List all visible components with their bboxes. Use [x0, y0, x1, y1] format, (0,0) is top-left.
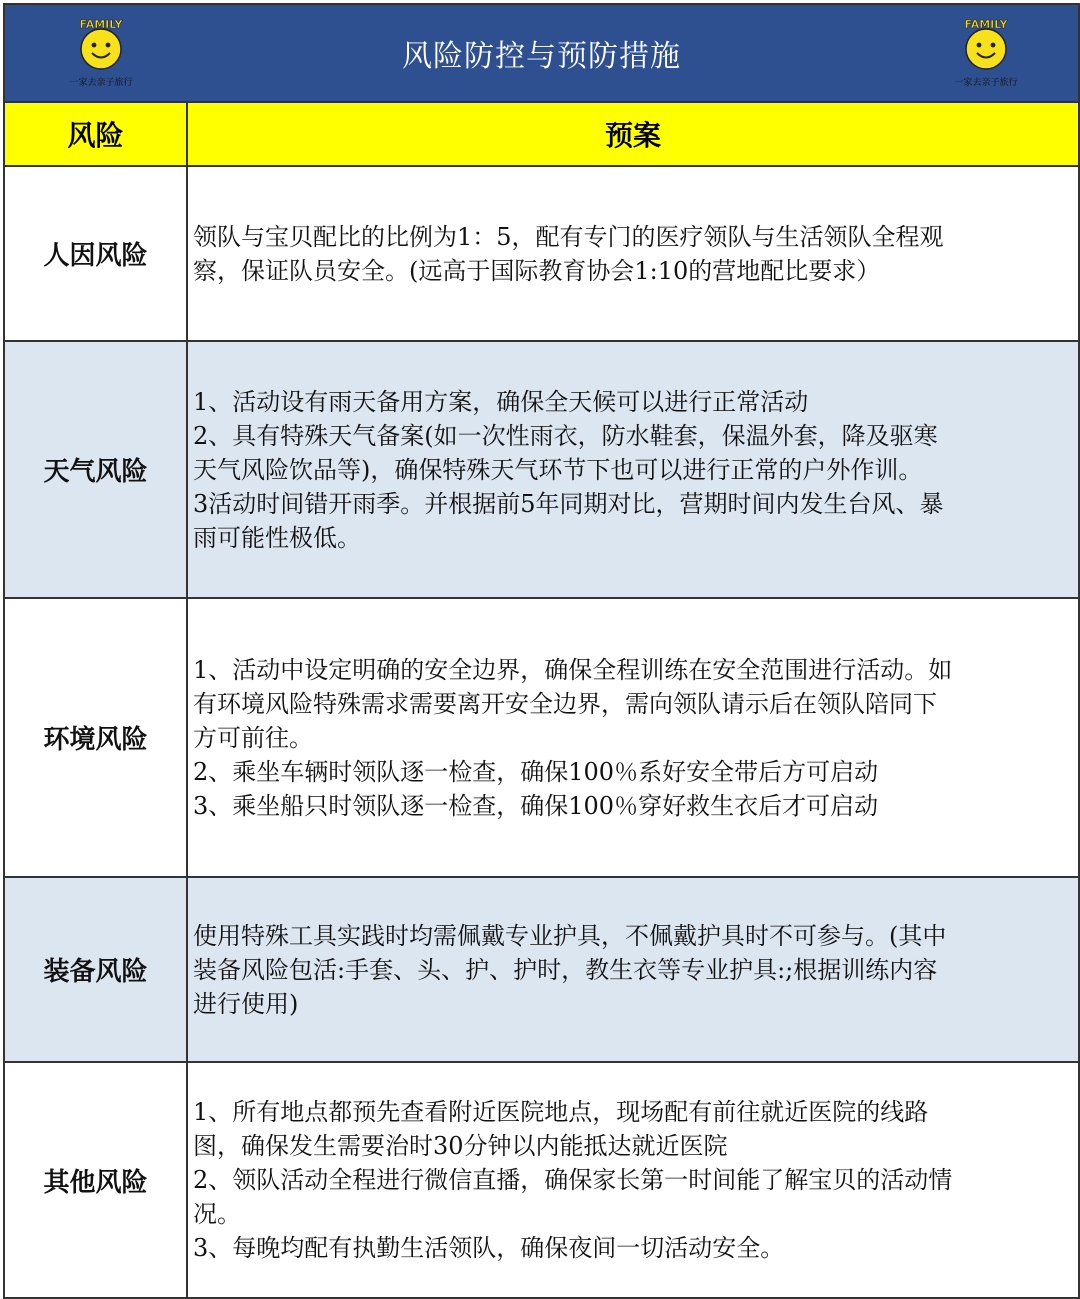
plan-line: 装备风险包活:手套、头、护、护时，教生衣等专业护具:;根据训练内容	[193, 955, 938, 984]
logo-caption: 一家去亲子旅行	[69, 78, 133, 88]
family-logo-right	[940, 15, 1032, 91]
plan-line: 2、具有特殊天气备案(如一次性雨衣，防水鞋套，保温外套，降及驱寒	[193, 421, 938, 450]
plan-line: 领队与宝贝配比的比例为1：5，配有专门的医疗领队与生活领队全程观	[193, 222, 944, 251]
risk-name: 环境风险	[4, 598, 187, 877]
table-row	[4, 598, 1079, 877]
page-title: 风险防控与预防措施	[402, 39, 681, 74]
plan-cell	[187, 877, 1079, 1062]
family-logo-left	[55, 15, 147, 91]
table-row	[4, 1062, 1079, 1298]
plan-line: 1、活动设有雨天备用方案，确保全天候可以进行正常活动	[193, 387, 809, 416]
plan-line: 1、活动中设定明确的安全边界，确保全程训练在安全范围进行活动。如	[193, 655, 953, 684]
table-row	[4, 877, 1079, 1062]
plan-line: 况。	[193, 1200, 241, 1228]
logo-word: FAMILY	[964, 18, 1008, 31]
risk-table	[3, 3, 1080, 1299]
logo-word: FAMILY	[79, 18, 123, 31]
header-plan: 预案	[187, 102, 1079, 166]
risk-name: 人因风险	[4, 166, 187, 341]
risk-name: 天气风险	[4, 341, 187, 598]
risk-name: 装备风险	[4, 877, 187, 1062]
title-row	[4, 4, 1079, 102]
plan-line: 3活动时间错开雨季。并根据前5年同期对比，营期时间内发生台风、暴	[193, 489, 944, 518]
plan-line: 3、乘坐船只时领队逐一检查，确保100％穿好救生衣后才可启动	[193, 791, 879, 820]
plan-line: 2、领队活动全程进行微信直播，确保家长第一时间能了解宝贝的活动情	[193, 1166, 953, 1194]
plan-line: 有环境风险特殊需求需要离开安全边界，需向领队请示后在领队陪同下	[193, 689, 937, 718]
plan-line: 天气风险饮品等)，确保特殊天气环节下也可以进行正常的户外作训。	[193, 455, 923, 484]
risk-name: 其他风险	[4, 1062, 187, 1298]
plan-cell	[187, 341, 1079, 598]
title-cell	[4, 4, 1079, 102]
plan-line: 使用特殊工具实践时均需佩戴专业护具，不佩戴护具时不可参与。(其中	[193, 921, 947, 950]
plan-cell	[187, 166, 1079, 341]
plan-line: 图，确保发生需要治时30分钟以内能抵达就近医院	[193, 1132, 728, 1160]
plan-line: 3、每晚均配有执勤生活领队，确保夜间一切活动安全。	[193, 1234, 785, 1262]
plan-cell	[187, 1062, 1079, 1298]
plan-line: 1、所有地点都预先查看附近医院地点，现场配有前往就近医院的线路	[193, 1098, 929, 1126]
plan-line: 察，保证队员安全。(远高于国际教育协会1:10的营地配比要求）	[193, 256, 881, 285]
plan-line: 雨可能性极低。	[193, 523, 361, 552]
plan-line: 进行使用)	[193, 989, 299, 1018]
table-row	[4, 341, 1079, 598]
table-row	[4, 166, 1079, 341]
plan-line: 2、乘坐车辆时领队逐一检查，确保100％系好安全带后方可启动	[193, 757, 879, 786]
plan-line: 方可前往。	[193, 723, 313, 752]
plan-cell	[187, 598, 1079, 877]
logo-caption: 一家去亲子旅行	[954, 78, 1018, 88]
header-row	[4, 102, 1079, 166]
header-risk: 风险	[4, 102, 187, 166]
